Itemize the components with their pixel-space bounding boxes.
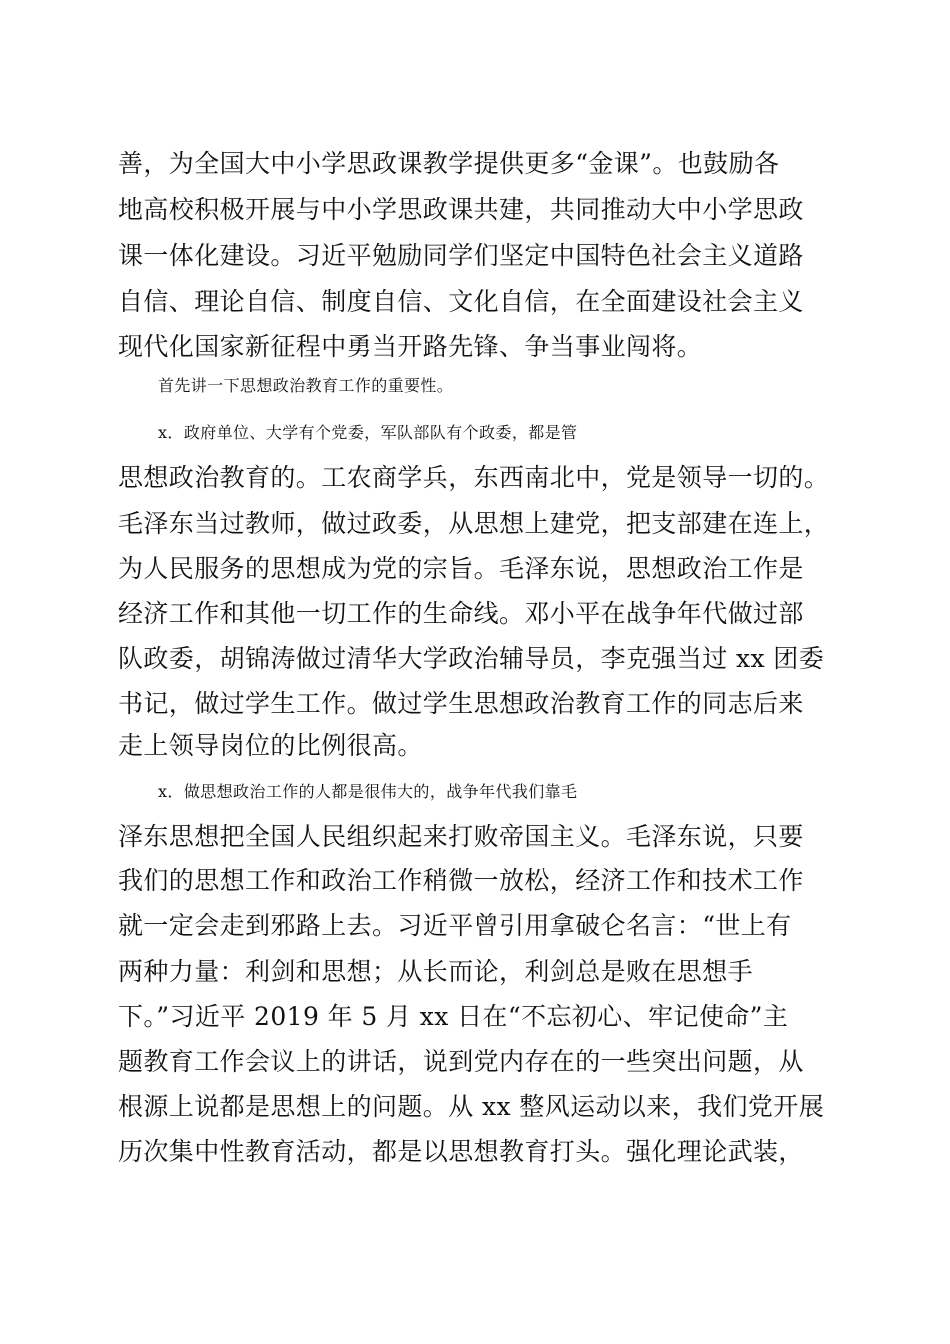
- text-line: 毛泽东当过教师，做过政委，从思想上建党，把支部建在连上，: [118, 509, 830, 538]
- text-line: 下。”习近平 2019 年 5 月 xx 日在“不忘初心、牢记使命”主: [118, 1002, 789, 1031]
- text-line: 思想政治教育的。工农商学兵，东西南北中，党是领导一切的。: [118, 463, 830, 492]
- text-line: 泽东思想把全国人民组织起来打败帝国主义。毛泽东说，只要: [118, 822, 804, 851]
- text-line: 善，为全国大中小学思政课教学提供更多“金课”。也鼓励各: [118, 149, 780, 178]
- text-line: 现代化国家新征程中勇当开路先锋、争当事业闯将。: [118, 332, 703, 361]
- text-line: 根源上说都是思想上的问题。从 xx 整风运动以来，我们党开展: [118, 1092, 825, 1121]
- text-line: 队政委，胡锦涛做过清华大学政治辅导员，李克强当过 xx 团委: [118, 644, 825, 673]
- text-line: 历次集中性教育活动，都是以思想教育打头。强化理论武装，: [118, 1137, 804, 1166]
- text-line: x．做思想政治工作的人都是很伟大的，战争年代我们靠毛: [158, 782, 578, 801]
- text-line: 首先讲一下思想政治教育工作的重要性。: [158, 376, 454, 395]
- text-line: 地高校积极开展与中小学思政课共建，共同推动大中小学思政: [118, 195, 804, 224]
- text-line: 自信、理论自信、制度自信、文化自信，在全面建设社会主义: [118, 287, 804, 316]
- text-line: 为人民服务的思想成为党的宗旨。毛泽东说，思想政治工作是: [118, 554, 804, 583]
- text-line: 经济工作和其他一切工作的生命线。邓小平在战争年代做过部: [118, 599, 804, 628]
- text-line: 两种力量：利剑和思想；从长而论，利剑总是败在思想手: [118, 957, 754, 986]
- text-line: 课一体化建设。习近平勉励同学们坚定中国特色社会主义道路: [118, 241, 804, 270]
- text-line: x．政府单位、大学有个党委，军队部队有个政委，都是管: [158, 423, 578, 442]
- text-line: 走上领导岗位的比例很高。: [118, 731, 423, 760]
- text-line: 题教育工作会议上的讲话，说到党内存在的一些突出问题，从: [118, 1047, 804, 1076]
- text-line: 书记，做过学生工作。做过学生思想政治教育工作的同志后来: [118, 689, 804, 718]
- text-line: 我们的思想工作和政治工作稍微一放松，经济工作和技术工作: [118, 866, 804, 895]
- text-line: 就一定会走到邪路上去。习近平曾引用拿破仑名言：“世上有: [118, 911, 792, 940]
